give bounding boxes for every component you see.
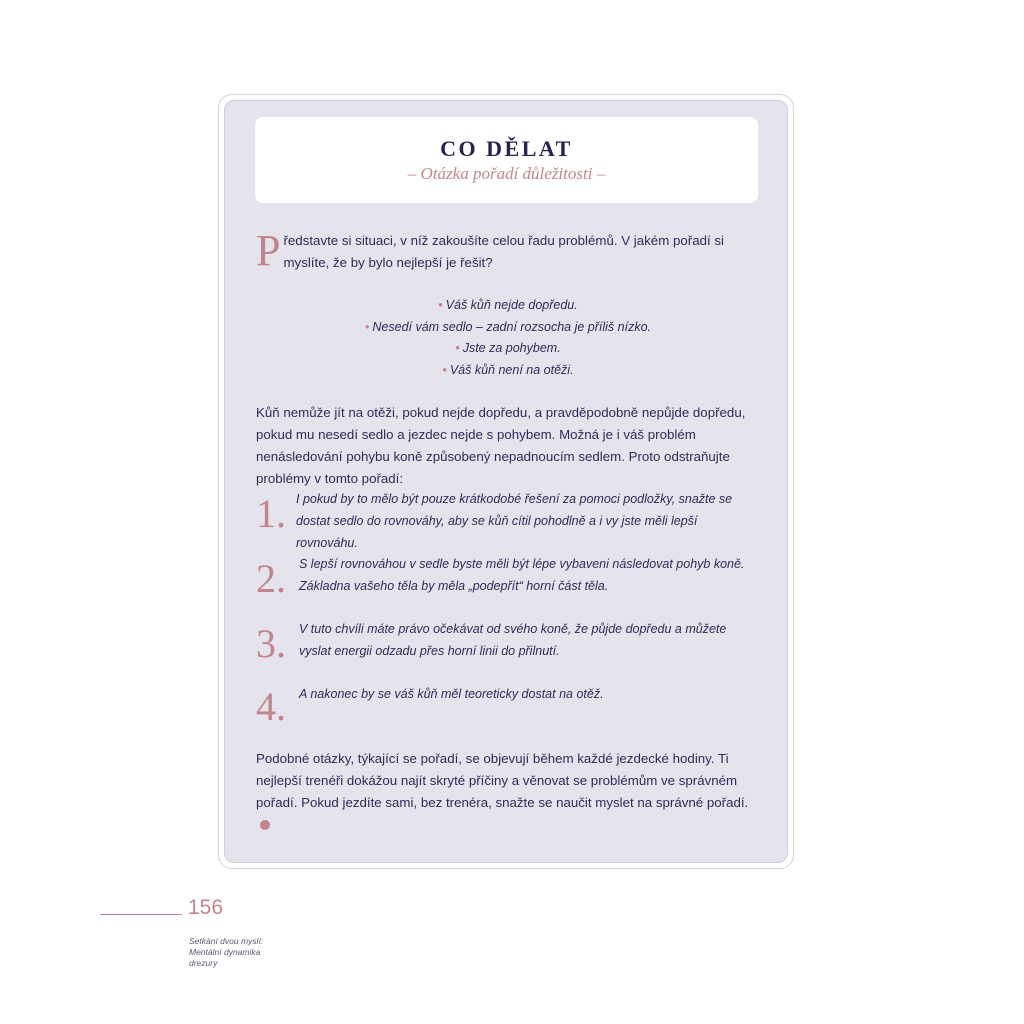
problem-list <box>256 295 760 381</box>
intro-text: ředstavte si situaci, v níž zakoušíte celou řadu problémů. V jakém pořadí si myslíte, že by bylo nejlepší je řešit? <box>283 233 724 270</box>
step-text: I pokud by to mělo být pouze krátkodobé řešení za pomoci podložky, snažte se dostat sedlo do rovnováhy, aby se kůň cítil pohodlně a i vy jste měli lepší rovnováhu. <box>296 492 733 550</box>
step-text: S lepší rovnováhou v sedle byste měli být lépe vybaveni následovat pohyb koně. Základna vašeho těla by měla „podepřít“ horní část těla. <box>299 557 745 593</box>
step-number: 4. <box>256 684 286 729</box>
closing-text: Podobné otázky, týkající se pořadí, se objevují během každé jezdecké hodiny. Ti nejlepší trenéři dokážou najít skryté příčiny a věnovat se problémům ve správném pořadí. Pokud jezdíte sami, bez trenéra, snažte se naučit myslet na správné pořadí. <box>256 751 749 810</box>
bullet-icon: • <box>442 362 447 377</box>
page-number: 156 <box>188 896 224 919</box>
closing-paragraph <box>256 748 760 836</box>
title-box <box>255 117 758 203</box>
step-number: 1. <box>256 491 286 536</box>
caption-line: drezury <box>189 958 218 968</box>
step-text: V tuto chvíli máte právo očekávat od svého koně, že půjde dopředu a můžete vyslat energii odzadu přes horní linii do přilnutí. <box>299 622 727 658</box>
box-subtitle: – Otázka pořadí důležitosti – <box>407 164 606 183</box>
bullet-icon: • <box>438 298 443 312</box>
list-item: • Nesedí vám sedlo – zadní rozsocha je příliš nízko. <box>365 319 651 334</box>
list-item: • Jste za pohybem. <box>455 341 561 355</box>
explanation-paragraph: Kůň nemůže jít na otěži, pokud nejde dopředu, a pravděpodobně nepůjde dopředu, pokud mu nesedí sedlo a jezdec nejde s pohybem. Možná je i váš problém nenásledování pohybu koně způsobený nepadnoucím sedlem. Proto odstraňujte problémy v tomto pořadí: <box>256 405 746 486</box>
intro-paragraph <box>256 226 760 275</box>
list-item: • Váš kůň není na otěži. <box>442 362 574 377</box>
bullet-icon: • <box>455 341 460 355</box>
list-item: • Váš kůň nejde dopředu. <box>438 298 578 312</box>
book-title-caption <box>189 936 289 969</box>
step-number: 3. <box>256 621 286 666</box>
caption-line: Setkání dvou myslí: <box>189 936 264 946</box>
caption-line: Mentální dynamika <box>189 947 261 957</box>
footer-rule <box>100 914 182 915</box>
box-title: CO DĚLAT <box>440 136 573 161</box>
step-number: 2. <box>256 556 286 601</box>
bullet-icon: • <box>365 319 370 334</box>
end-mark-icon <box>260 820 270 830</box>
step-text: A nakonec by se váš kůň měl teoreticky dostat na otěž. <box>299 687 604 701</box>
drop-cap: P <box>256 226 281 275</box>
